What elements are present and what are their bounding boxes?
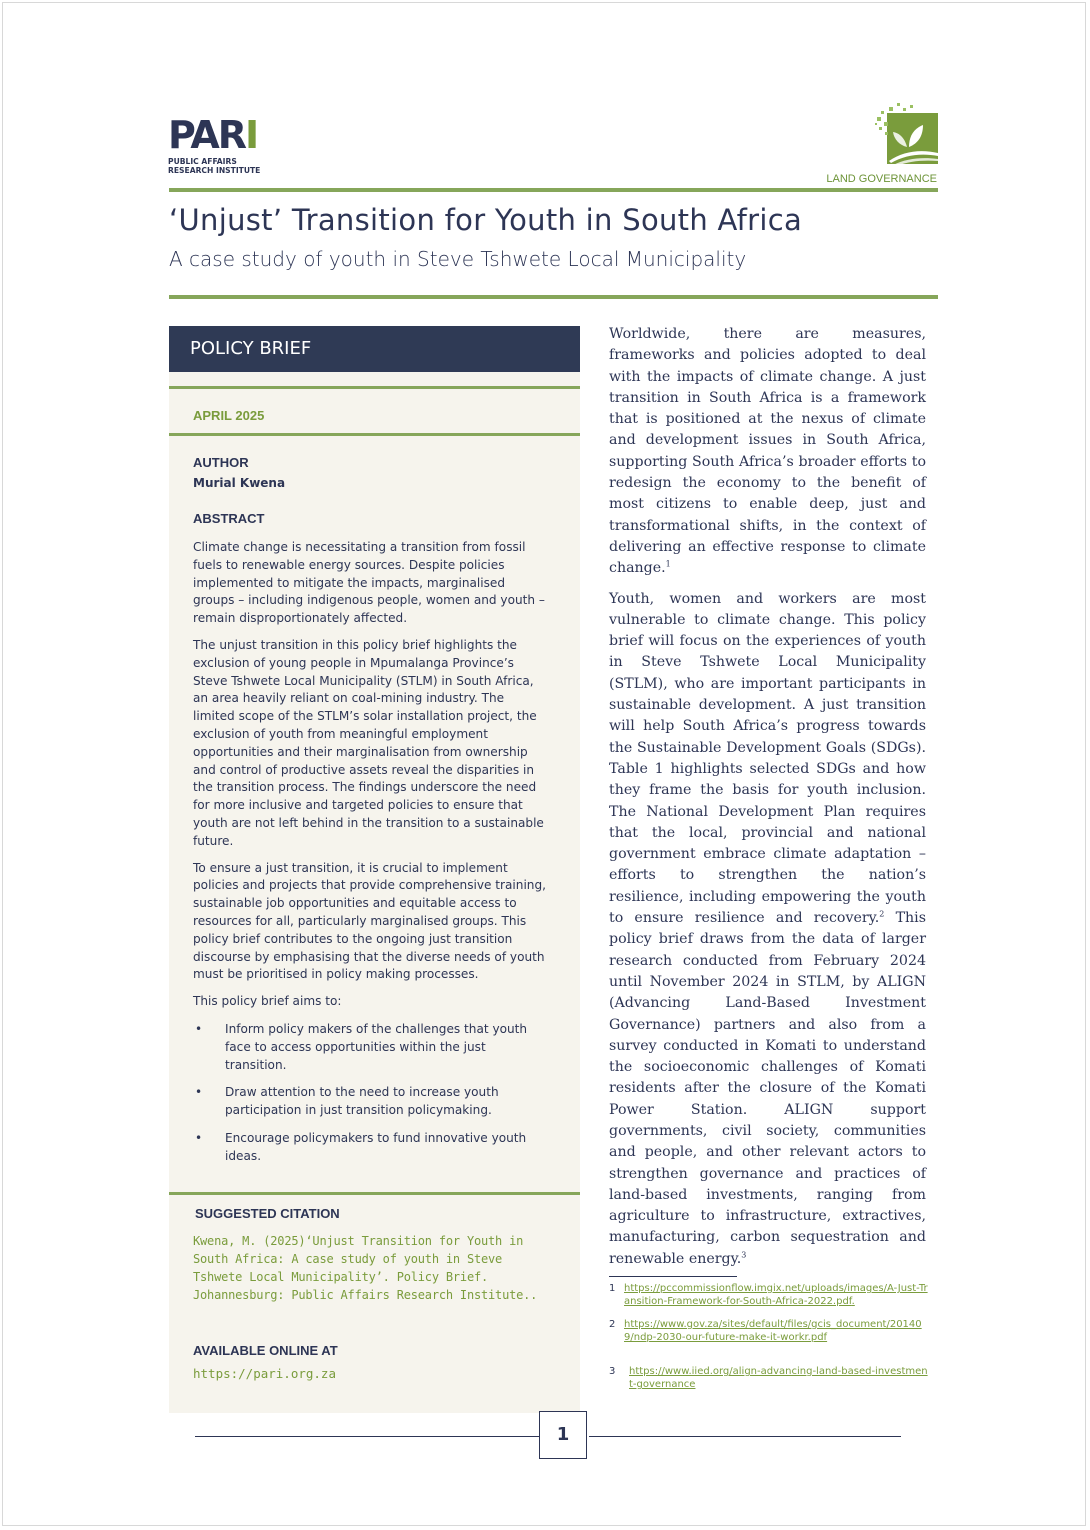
available-heading: AVAILABLE ONLINE AT	[193, 1343, 338, 1358]
abstract-paragraph: The unjust transition in this policy brief highlights the exclusion of young people in Mpumalanga Province’s Steve Tshwete Local Municipality (STLM) in South Africa, an area heavily reliant on coal-mining industry. The limited scope of the STLM’s solar installation project, the exclusion of youth from meaningful employment opportunities and their marginalisation from ownership and control of productive assets reveal the disparities in the transition process. The findings underscore the need for more inclusive and targeted policies to ensure that youth are not left behind in the transition to a sustainable future.	[193, 637, 544, 848]
footnote-divider	[609, 1276, 737, 1277]
header-rule-bottom	[169, 295, 938, 299]
pari-logo[interactable]	[168, 113, 278, 178]
footnote-number: 3	[609, 1366, 616, 1377]
footnote-2	[609, 1318, 929, 1344]
list-item: • Inform policy makers of the challenges that youth face to access opportunities within the just transition.	[195, 1021, 528, 1072]
footnote-ref[interactable]: 1	[665, 559, 671, 569]
page-number-line	[589, 1436, 901, 1437]
abstract-paragraph: Climate change is necessitating a transition from fossil fuels to renewable energy sources. Despite policies implemented to mitigate the impacts, marginalised groups – including indigenous people, women and youth – remain disproportionately affected.	[193, 540, 545, 626]
citation-heading: SUGGESTED CITATION	[195, 1206, 340, 1221]
sidebar-rule	[169, 433, 580, 436]
footnote-number: 2	[609, 1319, 616, 1330]
footnote-3	[609, 1365, 929, 1391]
sidebar-rule	[169, 1192, 580, 1195]
footnote-number: 1	[609, 1283, 616, 1294]
author-heading: AUTHOR	[193, 455, 249, 470]
bullet-icon: •	[195, 1085, 203, 1100]
body-paragraph: Youth, women and workers are most vulnerable to climate change. This policy brief will focus on the experiences of youth in Steve Tshwete Local Municipality (STLM), who are important participants in sustainable development. A just transition will help South Africa’s progress towards the Sustainable Development Goals (SDGs). Table 1 highlights selected SDGs and how they frame the basis for youth inclusion. The National Development Plan requires that the local, provincial and national government embrace climate adaptation – efforts to strengthen the nation’s resilience, including empowering the youth to ensure resilience and recovery.$^2$ This policy brief draws from the data of larger research conducted from February 2024 until November 2024 in STLM, by ALIGN (Advancing Land-Based Investment Governance) partners and also from a survey conducted in Komati to understand the socioeconomic challenges of Komati residents after the closure of the Komati Power Station. ALIGN support governments, civil society, communities and people, and other relevant actors to strengthen governance and practices of land-based investments, ranging from agriculture to infrastructure, extractives, manufacturing, carbon sequestration and renewable energy.$^3$	[609, 590, 926, 1267]
abstract-heading: ABSTRACT	[193, 511, 265, 526]
banner-label: POLICY BRIEF	[190, 338, 312, 359]
sidebar-rule	[169, 386, 580, 389]
bullet-icon: •	[195, 1130, 203, 1145]
available-url-link[interactable]: https://pari.org.za	[193, 1366, 336, 1381]
header-rule-top	[169, 188, 938, 192]
page-number: 1	[539, 1411, 587, 1459]
body-paragraph: Worldwide, there are measures, frameworks and policies adopted to deal with the impacts of climate change. A just transition in South Africa is a framework that is positioned at the nexus of climate and development issues in South Africa, supporting South Africa’s broader efforts to redesign the economy to the benefit of most citizens to enable deep, just and transformational shifts, in the context of delivering an effective response to climate change.$^1$	[609, 326, 926, 577]
main-body-text	[609, 324, 926, 1279]
footnote-link[interactable]: https://www.gov.za/sites/default/files/gcis_document/201409/ndp-2030-our-future-make-it-workr.pdf	[624, 1319, 922, 1343]
page-number-line	[195, 1436, 539, 1437]
footnote-ref[interactable]: 2	[879, 909, 885, 919]
footnote-1	[609, 1282, 929, 1308]
section-label: LAND GOVERNANCE	[826, 173, 937, 185]
author-name: Murial Kwena	[193, 476, 286, 490]
aims-intro: This policy brief aims to:	[193, 994, 342, 1009]
page-title: ‘Unjust’ Transition for Youth in South Africa	[169, 203, 803, 237]
policy-brief-sidebar	[169, 326, 580, 1413]
bullet-icon: •	[195, 1021, 203, 1036]
footnote-link[interactable]: https://www.iied.org/align-advancing-land-based-investment-governance	[629, 1366, 928, 1390]
list-item: • Encourage policymakers to fund innovative youth ideas.	[195, 1130, 527, 1163]
logo-line-2: RESEARCH INSTITUTE	[168, 166, 261, 175]
publication-date: APRIL 2025	[193, 408, 265, 423]
logo-wordmark: PARI	[168, 113, 258, 157]
aims-list	[193, 1021, 548, 1166]
page-subtitle: A case study of youth in Steve Tshwete Local Municipality	[169, 247, 747, 271]
abstract-paragraph: To ensure a just transition, it is crucial to implement policies and projects that provide comprehensive training, sustainable job opportunities and equitable access to resources for all, particularly marginalised groups. This policy brief contributes to the ongoing just transition discourse by emphasising that the diverse needs of youth must be prioritised in policy making processes.	[193, 860, 546, 982]
land-governance-icon	[875, 103, 939, 167]
footnote-link[interactable]: https://pccommissionflow.imgix.net/uploads/images/A-Just-Transition-Framework-for-South-Africa-2022.pdf.	[624, 1283, 928, 1307]
policy-brief-banner	[169, 326, 580, 372]
citation-text: Kwena, M. (2025)‘Unjust Transition for Youth in South Africa: A case study of youth in Steve Tshwete Local Municipality’. Policy Brief. Johannesburg: Public Affairs Research Institute..	[193, 1234, 538, 1302]
abstract-body	[193, 539, 548, 1176]
footnote-ref[interactable]: 3	[741, 1250, 747, 1260]
list-item: • Draw attention to the need to increase youth participation in just transition policymaking.	[195, 1085, 499, 1118]
logo-line-1: PUBLIC AFFAIRS	[168, 157, 237, 166]
